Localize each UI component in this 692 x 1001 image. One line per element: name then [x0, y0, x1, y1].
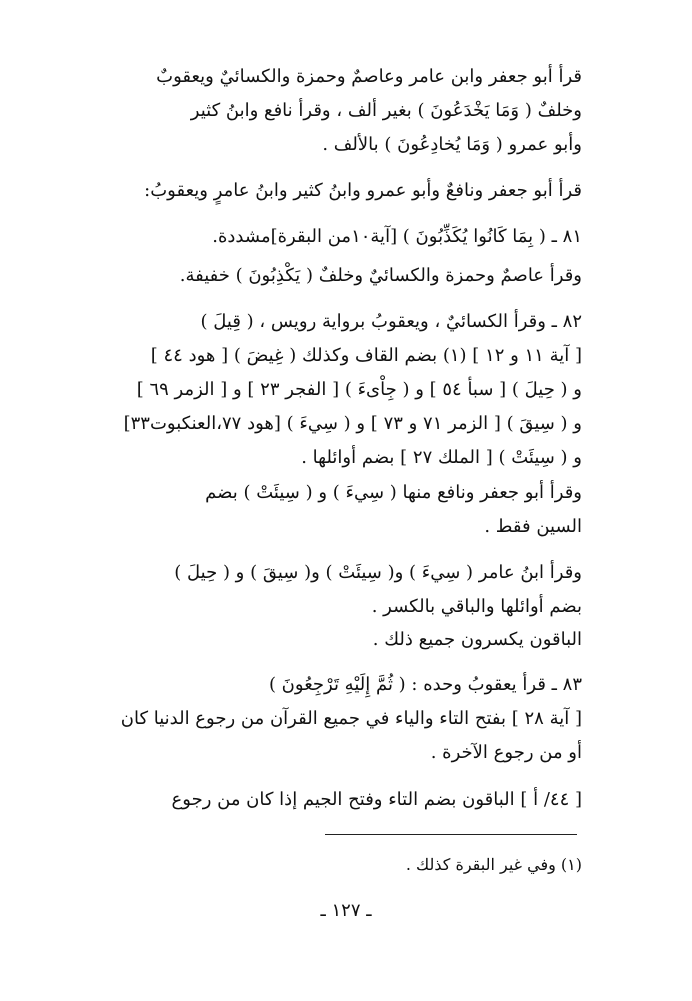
paragraph-4: [102, 259, 582, 293]
paragraph-8: [102, 623, 582, 657]
text-line: و ( سِيئَتْ ) [ الملك ٢٧ ] بضم أوائلها .: [301, 447, 582, 468]
paragraph-7: [102, 556, 582, 624]
text-line: وخلفٌ ( وَمَا يَخْدَعُونَ ) بغير ألف ، وقرأ نافع وابنُ كثير: [190, 100, 582, 121]
text-line: [ ٤٤/ أ ] الباقون بضم التاء وفتح الجيم إذا كان من رجوع: [171, 789, 582, 810]
text-line: [ آية ١١ و ١٢ ] (١) بضم القاف وكذلك ( غِيضَ ) [ هود ٤٤ ]: [150, 345, 582, 366]
footnote: (١) وفي غير البقرة كذلك .: [405, 855, 582, 874]
text-line: ٨٢ ـ وقرأ الكسائيٌ ، ويعقوبُ برواية رويس ، ( قِيلَ ): [200, 311, 582, 332]
text-line: قرأ أبو جعفر وابن عامر وعاصمٌ وحمزة والكسائيٌ ويعقوبٌ: [156, 66, 582, 87]
text-line: وأبو عمرو ( وَمَا يُخادِعُونَ ) بالألف .: [322, 134, 582, 155]
text-line: قرأ أبو جعفر ونافعٌ وأبو عمرو وابنُ كثير وابنُ عامرٍ ويعقوبُ:: [144, 180, 582, 201]
text-line: ٨١ ـ ( بِمَا كَانُوا يُكَذِّبُونَ ) [آية١٠من البقرة]مشددة.: [212, 226, 582, 247]
text-line: و ( حِيلَ ) [ سبأ ٥٤ ] و ( جِاْىءَ ) [ الفجر ٢٣ ] و [ الزمر ٦٩ ]: [136, 379, 582, 400]
paragraph-2: [102, 174, 582, 208]
text-line: و ( سِيقَ ) [ الزمر ٧١ و ٧٣ ] و ( سِيءَ ) [هود ٧٧،العنكبوت٣٣]: [123, 413, 582, 434]
page-number: ـ ١٢٧ ـ: [320, 900, 372, 921]
paragraph-6: [102, 476, 582, 544]
text-line: السين فقط .: [484, 516, 582, 537]
paragraph-9: [102, 668, 582, 770]
text-line: الباقون يكسرون جميع ذلك .: [372, 629, 582, 650]
text-line: ٨٣ ـ قرأ يعقوبُ وحده : ( ثُمَّ إِلَيْهِ تَرْجِعُونَ ): [268, 674, 582, 695]
text-line: أو من رجوع الآخرة .: [430, 742, 582, 763]
text-line: بضم أوائلها والباقي بالكسر .: [371, 596, 582, 617]
text-line: وقرأ أبو جعفر ونافع منها ( سِيءَ ) و ( سِيئَتْ ) بضم: [205, 482, 582, 503]
paragraph-10: [102, 783, 582, 817]
text-line: [ آية ٢٨ ] بفتح التاء والياء في جميع القرآن من رجوع الدنيا كان: [120, 708, 582, 729]
footnote-divider: [325, 834, 577, 835]
text-line: وقرأ ابنُ عامر ( سِيءَ ) و( سِيئَتْ ) و( سِيقَ ) و ( حِيلَ ): [174, 562, 582, 583]
paragraph-5: [102, 305, 582, 475]
paragraph-3: [102, 220, 582, 254]
text-line: وقرأ عاصمٌ وحمزة والكسائيٌ وخلفٌ ( يَكْذِبُونَ ) خفيفة.: [179, 265, 582, 286]
paragraph-1: [102, 60, 582, 162]
